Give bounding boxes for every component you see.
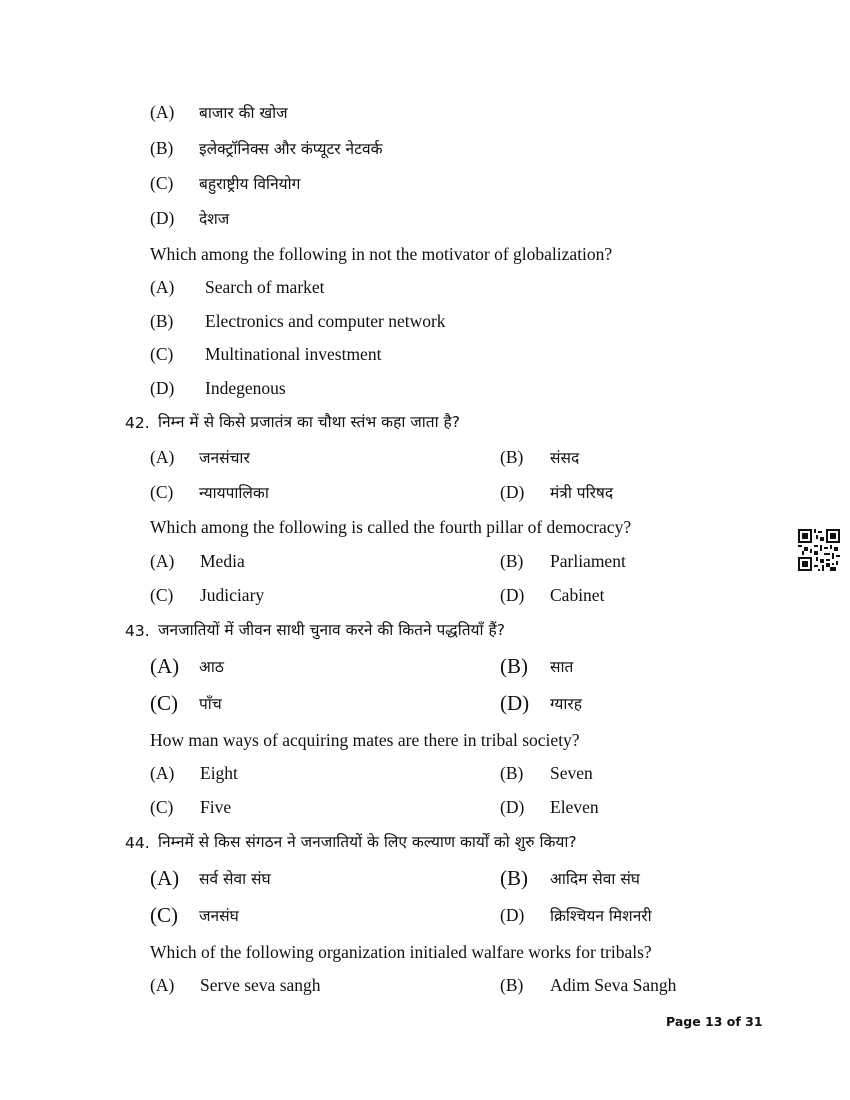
question-text-english: Which among the following is called the fourth pillar of democracy? xyxy=(150,517,632,537)
option-text: इलेक्ट्रॉनिक्स और कंप्यूटर नेटवर्क xyxy=(199,140,383,158)
option-text: Search of market xyxy=(205,277,325,297)
option-text: Seven xyxy=(550,763,593,783)
option-label: (A) xyxy=(150,551,175,571)
question-text-english: Which of the following organization initialed walfare works for tribals? xyxy=(150,942,652,962)
option-label: (A) xyxy=(150,866,180,890)
option-text: आठ xyxy=(199,658,224,676)
option-text: बाजार की खोज xyxy=(199,104,288,122)
question-text-hindi: निम्नमें से किस संगठन ने जनजातियों के लिए कल्याण कार्यों को शुरु किया? xyxy=(158,833,577,851)
option-label: (A) xyxy=(150,763,175,783)
option-text: ग्यारह xyxy=(550,695,582,713)
option-label: (D) xyxy=(500,691,530,715)
option-label: (B) xyxy=(150,138,174,158)
option-text: क्रिश्चियन मिशनरी xyxy=(550,907,652,925)
option-text: Cabinet xyxy=(550,585,605,605)
option-text: सर्व सेवा संघ xyxy=(199,870,271,888)
option-label: (A) xyxy=(150,975,175,995)
option-text: संसद xyxy=(550,449,580,467)
option-label: (A) xyxy=(150,102,175,122)
option-text: जनसंचार xyxy=(199,449,250,467)
option-text: जनसंघ xyxy=(199,907,239,925)
option-text: Eleven xyxy=(550,797,599,817)
option-label: (C) xyxy=(150,173,174,193)
option-text: देशज xyxy=(199,210,230,228)
option-label: (D) xyxy=(500,905,525,925)
option-label: (A) xyxy=(150,447,175,467)
option-label: (B) xyxy=(150,311,174,331)
question-text-hindi: जनजातियों में जीवन साथी चुनाव करने की कितने पद्धतियाँ हैं? xyxy=(158,621,505,639)
option-label: (C) xyxy=(150,482,174,502)
option-label: (D) xyxy=(150,378,175,398)
option-label: (D) xyxy=(500,482,525,502)
option-label: (C) xyxy=(150,691,178,715)
option-label: (C) xyxy=(150,797,174,817)
page-number: Page 13 of 31 xyxy=(666,1014,763,1029)
option-label: (D) xyxy=(500,585,525,605)
option-label: (B) xyxy=(500,866,528,890)
option-text: Electronics and computer network xyxy=(205,311,446,331)
question-number: 44. xyxy=(125,834,150,852)
question-text-english: Which among the following in not the motivator of globalization? xyxy=(150,244,613,264)
option-label: (B) xyxy=(500,551,524,571)
option-label: (B) xyxy=(500,975,524,995)
option-label: (B) xyxy=(500,447,524,467)
option-label: (B) xyxy=(500,763,524,783)
option-label: (C) xyxy=(150,344,174,364)
option-text: Parliament xyxy=(550,551,626,571)
option-label: (D) xyxy=(150,208,175,228)
qr-code xyxy=(798,529,840,571)
option-text: Serve seva sangh xyxy=(200,975,321,995)
question-text-hindi: निम्न में से किसे प्रजातंत्र का चौथा स्तंभ कहा जाता है? xyxy=(158,413,461,431)
option-label: (C) xyxy=(150,585,174,605)
question-text-english: How man ways of acquiring mates are there in tribal society? xyxy=(150,730,580,750)
question-number: 42. xyxy=(125,414,150,432)
option-label: (A) xyxy=(150,277,175,297)
question-number: 43. xyxy=(125,622,150,640)
option-label: (C) xyxy=(150,903,178,927)
option-text: Judiciary xyxy=(200,585,265,605)
option-text: पाँच xyxy=(199,695,222,713)
option-label: (B) xyxy=(500,654,528,678)
option-text: बहुराष्ट्रीय विनियोग xyxy=(199,175,301,193)
option-text: न्यायपालिका xyxy=(199,484,269,502)
option-text: मंत्री परिषद xyxy=(550,484,614,502)
option-text: Media xyxy=(200,551,245,571)
option-text: सात xyxy=(550,658,574,676)
option-label: (A) xyxy=(150,654,180,678)
option-text: Eight xyxy=(200,763,238,783)
option-text: Multinational investment xyxy=(205,344,382,364)
option-label: (D) xyxy=(500,797,525,817)
option-text: Adim Seva Sangh xyxy=(550,975,677,995)
option-text: Five xyxy=(200,797,232,817)
option-text: आदिम सेवा संघ xyxy=(550,870,640,888)
option-text: Indegenous xyxy=(205,378,286,398)
